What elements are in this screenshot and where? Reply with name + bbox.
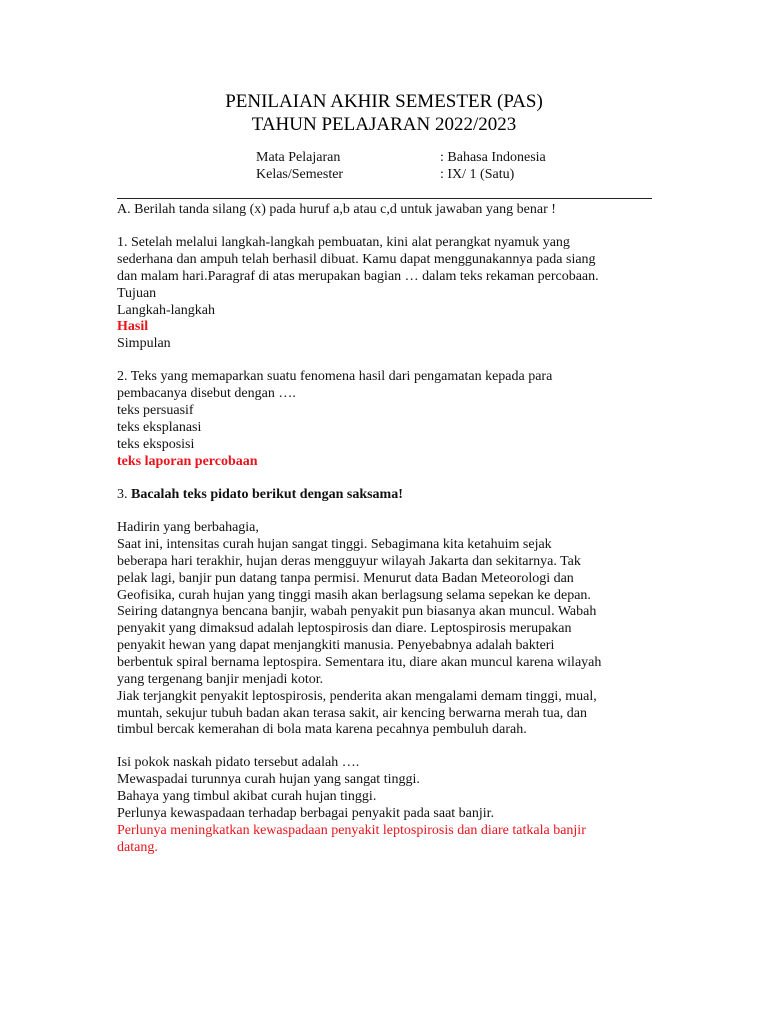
passage-line: beberapa hari terakhir, hujan deras mengguyur wilayah Jakarta dan sekitarnya. Tak — [117, 554, 581, 569]
q3-number: 3. — [117, 487, 128, 502]
q2-option-b[interactable]: teks eksplanasi — [117, 420, 202, 435]
passage-line: pelak lagi, banjir pun datang tanpa permisi. Menurut data Badan Meteorologi dan — [117, 571, 574, 586]
passage-line: penyakit hewan yang dapat menjangkiti manusia. Penyebabnya adalah bakteri — [117, 638, 555, 653]
q3-question: Isi pokok naskah pidato tersebut adalah …. — [117, 755, 360, 770]
q1-option-d[interactable]: Simpulan — [117, 336, 171, 351]
passage-line: Geofisika, curah hujan yang tinggi masih akan berlagsung selama sepekan ke depan. — [117, 588, 591, 603]
passage-line: berbentuk spiral bernama leptospira. Sementara itu, diare akan muncul karena wilayah — [117, 655, 602, 670]
q1-option-c-answer[interactable]: Hasil — [117, 319, 149, 334]
q1-option-b[interactable]: Langkah-langkah — [117, 303, 215, 318]
passage-line: muntah, sekujur tubuh badan akan terasa sakit, air kencing berwarna merah tua, dan — [117, 706, 587, 721]
q3-heading — [117, 486, 403, 503]
section-instruction: A. Berilah tanda silang (x) pada huruf a,b atau c,d untuk jawaban yang benar ! — [117, 202, 556, 217]
q3-option-a[interactable]: Mewaspadai turunnya curah hujan yang sangat tinggi. — [117, 772, 420, 787]
class-label: Kelas/Semester — [256, 167, 344, 182]
header-divider — [117, 198, 652, 199]
passage-line: penyakit yang dimaksud adalah leptospirosis dan diare. Leptospirosis merupakan — [117, 621, 572, 636]
passage-line: Jiak terjangkit penyakit leptospirosis, penderita akan mengalami demam tinggi, mual, — [117, 689, 597, 704]
q1-text-line: sederhana dan ampuh telah berhasil dibuat. Kamu dapat menggunakannya pada siang — [117, 252, 596, 267]
q2-option-c[interactable]: teks eksposisi — [117, 437, 195, 452]
q1-option-a[interactable]: Tujuan — [117, 286, 157, 301]
exam-year: TAHUN PELAJARAN 2022/2023 — [251, 114, 517, 135]
q3-option-c[interactable]: Perlunya kewaspadaan terhadap berbagai penyakit pada saat banjir. — [117, 806, 495, 821]
q2-option-a[interactable]: teks persuasif — [117, 403, 194, 418]
exam-title: PENILAIAN AKHIR SEMESTER (PAS) — [225, 91, 543, 112]
q3-option-d-answer[interactable]: Perlunya meningkatkan kewaspadaan penyakit leptospirosis dan diare tatkala banjir — [117, 823, 586, 838]
q2-option-d-answer[interactable]: teks laporan percobaan — [117, 454, 258, 469]
passage-line: yang tergenang banjir menjadi kotor. — [117, 672, 324, 687]
passage-line: timbul bercak kemerahan di bola mata karena pecahnya pembuluh darah. — [117, 722, 527, 737]
class-value: : IX/ 1 (Satu) — [440, 167, 515, 182]
subject-label: Mata Pelajaran — [256, 150, 341, 165]
passage-line: Hadirin yang berbahagia, — [117, 520, 259, 535]
q3-option-d-answer-cont[interactable]: datang. — [117, 840, 158, 855]
passage-line: Seiring datangnya bencana banjir, wabah penyakit pun biasanya akan muncul. Wabah — [117, 604, 597, 619]
passage-line: Saat ini, intensitas curah hujan sangat tinggi. Sebagimana kita ketahuim sejak — [117, 537, 552, 552]
q2-text-line: pembacanya disebut dengan …. — [117, 386, 296, 401]
q2-text-line: 2. Teks yang memaparkan suatu fenomena hasil dari pengamatan kepada para — [117, 369, 553, 384]
q1-text-line: 1. Setelah melalui langkah-langkah pembuatan, kini alat perangkat nyamuk yang — [117, 235, 570, 250]
q1-text-line: dan malam hari.Paragraf di atas merupakan bagian … dalam teks rekaman percobaan. — [117, 269, 599, 284]
q3-option-b[interactable]: Bahaya yang timbul akibat curah hujan tinggi. — [117, 789, 377, 804]
q3-heading-text: Bacalah teks pidato berikut dengan saksama! — [131, 487, 403, 502]
subject-value: : Bahasa Indonesia — [440, 150, 546, 165]
